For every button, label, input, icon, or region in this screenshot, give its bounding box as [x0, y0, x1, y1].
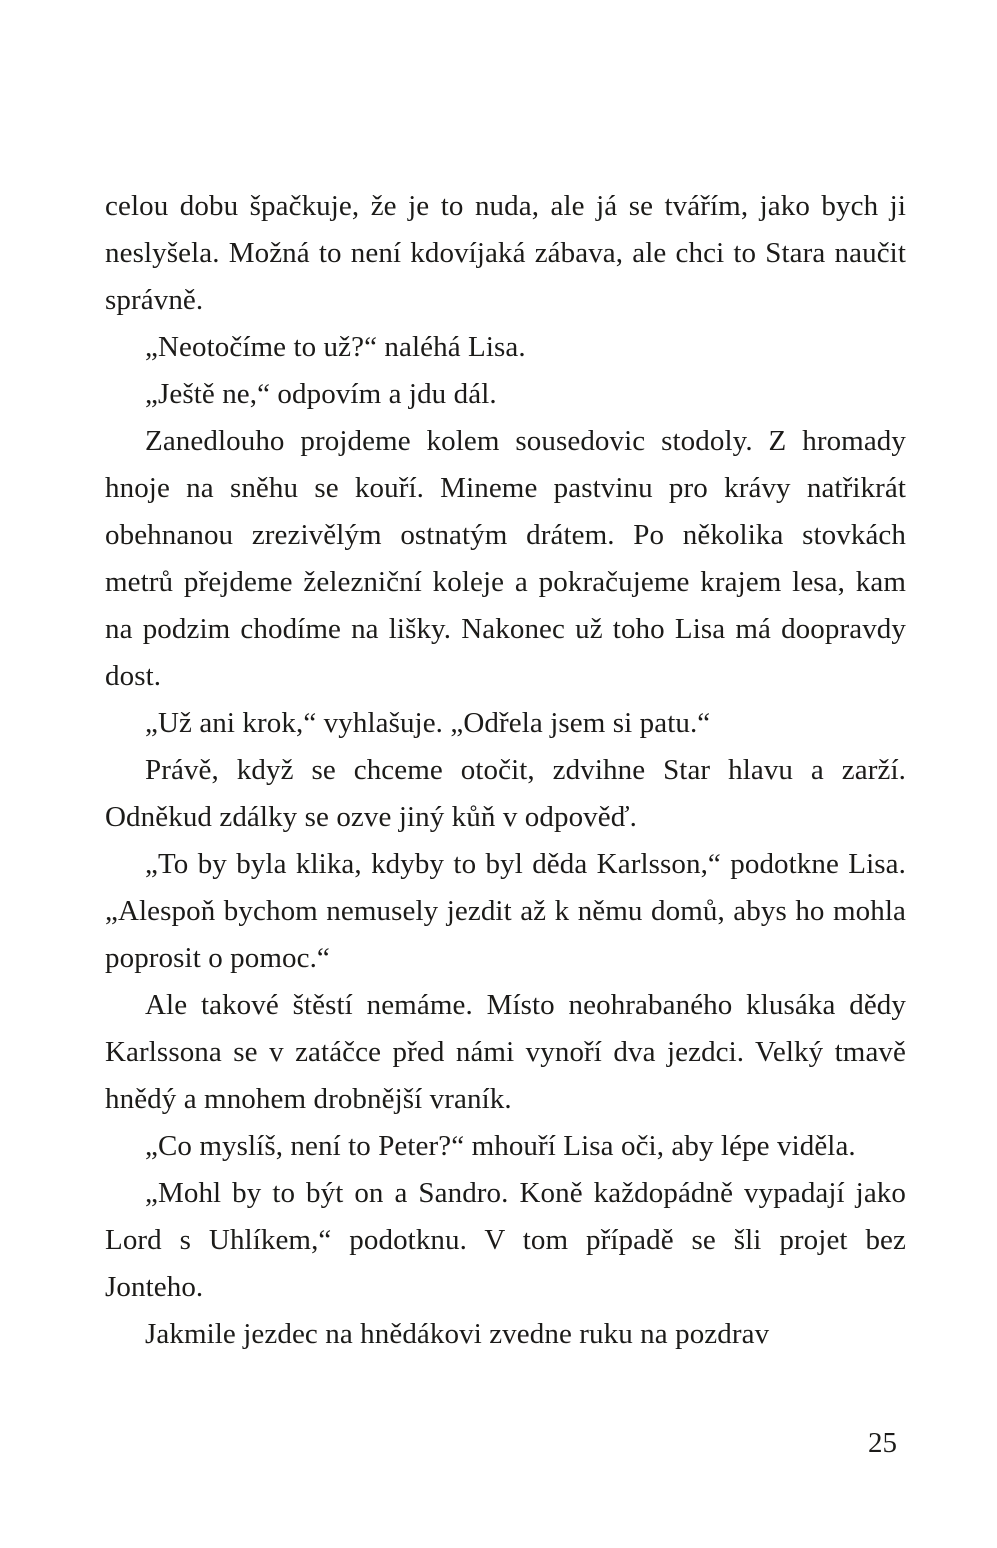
paragraph: „To by byla klika, kdyby to byl děda Karlsson,“ podotkne Lisa. „Alespoň bychom nemusely jezdit až k němu domů, abys ho mohla poprosit o pomoc.“ — [105, 848, 906, 974]
paragraph: celou dobu špačkuje, že je to nuda, ale já se tvářím, jako bych ji neslyšela. Možná to není kdovíjaká zábava, ale chci to Stara naučit správně. — [105, 190, 906, 316]
paragraph: Zanedlouho projdeme kolem sousedovic stodoly. Z hromady hnoje na sněhu se kouří. Mineme pastvinu pro krávy natřikrát obehnanou zrezivělým ostnatým drátem. Po několika stovkách metrů přejdeme železniční koleje a pokračujeme krajem lesa, kam na podzim chodíme na lišky. Nakonec už toho Lisa má doopravdy dost. — [105, 425, 906, 692]
paragraph: Právě, když se chceme otočit, zdvihne Star hlavu a zarží. Odněkud zdálky se ozve jiný kůň v odpověď. — [105, 754, 906, 833]
paragraph: Ale takové štěstí nemáme. Místo neohrabaného klusáka dědy Karlssona se v zatáčce před námi vynoří dva jezdci. Velký tmavě hnědý a mnohem drobnější vraník. — [105, 989, 906, 1115]
paragraph: Jakmile jezdec na hnědákovi zvedne ruku na pozdrav — [145, 1318, 770, 1350]
paragraph: „Mohl by to být on a Sandro. Koně každopádně vypadají jako Lord s Uhlíkem,“ podotknu. V tom případě se šli projet bez Jonteho. — [105, 1177, 906, 1303]
paragraph: „Ještě ne,“ odpovím a jdu dál. — [145, 378, 497, 410]
page-number: 25 — [868, 1427, 897, 1459]
body-text — [105, 183, 906, 1358]
paragraph: „Co myslíš, není to Peter?“ mhouří Lisa oči, aby lépe viděla. — [145, 1130, 856, 1162]
paragraph: „Neotočíme to už?“ naléhá Lisa. — [145, 331, 526, 363]
paragraph: „Už ani krok,“ vyhlašuje. „Odřela jsem si patu.“ — [145, 707, 711, 739]
